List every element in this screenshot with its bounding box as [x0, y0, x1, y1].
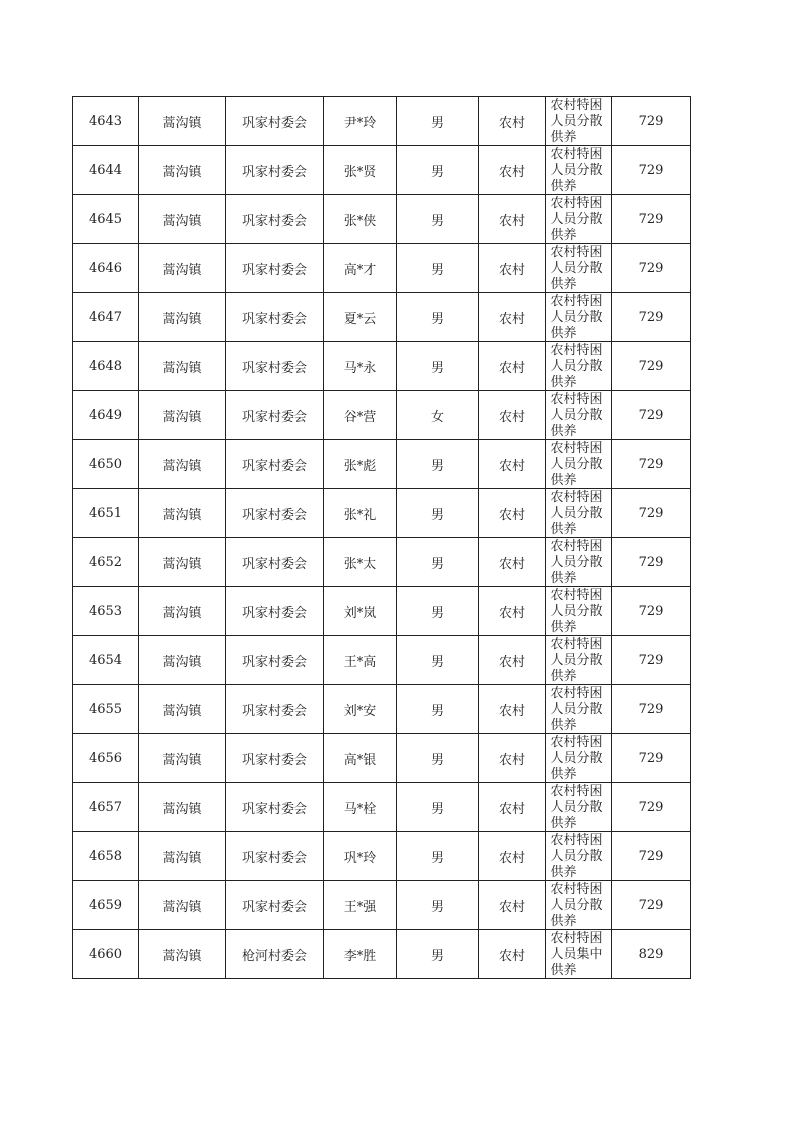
cell-town: 蒿沟镇: [139, 881, 226, 930]
cell-area-type: 农村: [479, 734, 546, 783]
cell-person-name: 马*栓: [324, 783, 397, 832]
cell-person-name: 张*彪: [324, 440, 397, 489]
cell-amount: 729: [612, 489, 691, 538]
cell-area-type: 农村: [479, 97, 546, 146]
cell-amount: 729: [612, 391, 691, 440]
cell-serial-number: 4646: [73, 244, 139, 293]
cell-gender: 男: [397, 636, 479, 685]
cell-area-type: 农村: [479, 538, 546, 587]
cell-village-committee: 巩家村委会: [226, 881, 324, 930]
cell-amount: 829: [612, 930, 691, 979]
cell-area-type: 农村: [479, 391, 546, 440]
table-row: [73, 538, 691, 587]
cell-serial-number: 4644: [73, 146, 139, 195]
cell-person-name: 王*强: [324, 881, 397, 930]
support-category-text: 农村特困人员分散供养: [550, 98, 603, 145]
cell-area-type: 农村: [479, 244, 546, 293]
cell-gender: 男: [397, 342, 479, 391]
cell-support-category: [546, 489, 612, 538]
support-category-text: 农村特困人员分散供养: [550, 784, 603, 831]
support-category-wrapper: [546, 489, 611, 537]
cell-gender: 男: [397, 734, 479, 783]
cell-gender: 男: [397, 930, 479, 979]
table-row: [73, 783, 691, 832]
table-row: [73, 685, 691, 734]
cell-serial-number: 4653: [73, 587, 139, 636]
cell-serial-number: 4650: [73, 440, 139, 489]
cell-gender: 男: [397, 293, 479, 342]
cell-area-type: 农村: [479, 440, 546, 489]
cell-person-name: 王*高: [324, 636, 397, 685]
cell-amount: 729: [612, 244, 691, 293]
table-row: [73, 930, 691, 979]
table-row: [73, 293, 691, 342]
support-category-text: 农村特困人员分散供养: [550, 490, 603, 537]
table-row: [73, 244, 691, 293]
table-row: [73, 734, 691, 783]
cell-gender: 男: [397, 832, 479, 881]
cell-gender: 男: [397, 685, 479, 734]
cell-serial-number: 4648: [73, 342, 139, 391]
cell-area-type: 农村: [479, 195, 546, 244]
cell-town: 蒿沟镇: [139, 146, 226, 195]
cell-village-committee: 巩家村委会: [226, 195, 324, 244]
support-category-wrapper: [546, 881, 611, 929]
cell-amount: 729: [612, 783, 691, 832]
cell-town: 蒿沟镇: [139, 685, 226, 734]
cell-support-category: [546, 587, 612, 636]
cell-village-committee: 枪河村委会: [226, 930, 324, 979]
cell-person-name: 张*贤: [324, 146, 397, 195]
cell-village-committee: 巩家村委会: [226, 440, 324, 489]
support-category-wrapper: [546, 832, 611, 880]
cell-town: 蒿沟镇: [139, 440, 226, 489]
cell-area-type: 农村: [479, 342, 546, 391]
cell-village-committee: 巩家村委会: [226, 734, 324, 783]
cell-area-type: 农村: [479, 832, 546, 881]
cell-serial-number: 4656: [73, 734, 139, 783]
support-category-wrapper: [546, 636, 611, 684]
cell-area-type: 农村: [479, 783, 546, 832]
table-row: [73, 881, 691, 930]
cell-support-category: [546, 636, 612, 685]
support-category-text: 农村特困人员分散供养: [550, 294, 603, 341]
cell-village-committee: 巩家村委会: [226, 391, 324, 440]
cell-support-category: [546, 244, 612, 293]
cell-area-type: 农村: [479, 587, 546, 636]
cell-serial-number: 4643: [73, 97, 139, 146]
support-category-text: 农村特困人员分散供养: [550, 245, 603, 292]
cell-area-type: 农村: [479, 636, 546, 685]
table-row: [73, 146, 691, 195]
support-category-text: 农村特困人员集中供养: [550, 931, 603, 978]
support-category-wrapper: [546, 342, 611, 390]
cell-amount: 729: [612, 146, 691, 195]
table-row: [73, 489, 691, 538]
support-category-text: 农村特困人员分散供养: [550, 147, 603, 194]
table-body: [73, 97, 691, 979]
cell-serial-number: 4645: [73, 195, 139, 244]
cell-support-category: [546, 293, 612, 342]
beneficiary-table: [72, 96, 691, 979]
support-category-text: 农村特困人员分散供养: [550, 686, 603, 733]
cell-village-committee: 巩家村委会: [226, 489, 324, 538]
cell-amount: 729: [612, 881, 691, 930]
cell-village-committee: 巩家村委会: [226, 587, 324, 636]
cell-gender: 男: [397, 244, 479, 293]
cell-amount: 729: [612, 636, 691, 685]
cell-person-name: 张*侠: [324, 195, 397, 244]
cell-support-category: [546, 97, 612, 146]
support-category-wrapper: [546, 97, 611, 145]
support-category-wrapper: [546, 685, 611, 733]
support-category-wrapper: [546, 244, 611, 292]
support-category-text: 农村特困人员分散供养: [550, 343, 603, 390]
cell-serial-number: 4660: [73, 930, 139, 979]
cell-village-committee: 巩家村委会: [226, 685, 324, 734]
table-row: [73, 832, 691, 881]
cell-village-committee: 巩家村委会: [226, 244, 324, 293]
cell-area-type: 农村: [479, 881, 546, 930]
cell-person-name: 巩*玲: [324, 832, 397, 881]
cell-town: 蒿沟镇: [139, 832, 226, 881]
cell-serial-number: 4654: [73, 636, 139, 685]
cell-person-name: 尹*玲: [324, 97, 397, 146]
cell-town: 蒿沟镇: [139, 587, 226, 636]
cell-town: 蒿沟镇: [139, 538, 226, 587]
cell-town: 蒿沟镇: [139, 489, 226, 538]
cell-serial-number: 4647: [73, 293, 139, 342]
table-row: [73, 636, 691, 685]
table-row: [73, 391, 691, 440]
cell-town: 蒿沟镇: [139, 734, 226, 783]
cell-area-type: 农村: [479, 685, 546, 734]
cell-support-category: [546, 832, 612, 881]
cell-person-name: 刘*岚: [324, 587, 397, 636]
cell-serial-number: 4652: [73, 538, 139, 587]
support-category-wrapper: [546, 783, 611, 831]
support-category-wrapper: [546, 538, 611, 586]
cell-town: 蒿沟镇: [139, 391, 226, 440]
cell-amount: 729: [612, 832, 691, 881]
support-category-text: 农村特困人员分散供养: [550, 833, 603, 880]
cell-town: 蒿沟镇: [139, 930, 226, 979]
cell-village-committee: 巩家村委会: [226, 146, 324, 195]
cell-serial-number: 4657: [73, 783, 139, 832]
support-category-text: 农村特困人员分散供养: [550, 882, 603, 929]
cell-serial-number: 4655: [73, 685, 139, 734]
support-category-text: 农村特困人员分散供养: [550, 588, 603, 635]
cell-serial-number: 4658: [73, 832, 139, 881]
cell-support-category: [546, 440, 612, 489]
support-category-wrapper: [546, 734, 611, 782]
support-category-wrapper: [546, 440, 611, 488]
cell-person-name: 李*胜: [324, 930, 397, 979]
cell-person-name: 刘*安: [324, 685, 397, 734]
cell-support-category: [546, 391, 612, 440]
support-category-text: 农村特困人员分散供养: [550, 735, 603, 782]
cell-amount: 729: [612, 587, 691, 636]
cell-town: 蒿沟镇: [139, 636, 226, 685]
support-category-text: 农村特困人员分散供养: [550, 539, 603, 586]
cell-amount: 729: [612, 293, 691, 342]
cell-village-committee: 巩家村委会: [226, 636, 324, 685]
support-category-wrapper: [546, 195, 611, 243]
cell-amount: 729: [612, 734, 691, 783]
cell-support-category: [546, 146, 612, 195]
cell-person-name: 马*永: [324, 342, 397, 391]
cell-person-name: 张*太: [324, 538, 397, 587]
cell-gender: 男: [397, 489, 479, 538]
cell-town: 蒿沟镇: [139, 97, 226, 146]
cell-person-name: 高*银: [324, 734, 397, 783]
cell-support-category: [546, 538, 612, 587]
cell-support-category: [546, 783, 612, 832]
cell-serial-number: 4651: [73, 489, 139, 538]
cell-village-committee: 巩家村委会: [226, 342, 324, 391]
cell-support-category: [546, 342, 612, 391]
cell-gender: 男: [397, 440, 479, 489]
cell-amount: 729: [612, 97, 691, 146]
support-category-wrapper: [546, 293, 611, 341]
cell-support-category: [546, 195, 612, 244]
cell-gender: 男: [397, 587, 479, 636]
cell-village-committee: 巩家村委会: [226, 293, 324, 342]
cell-gender: 男: [397, 97, 479, 146]
cell-amount: 729: [612, 342, 691, 391]
cell-gender: 男: [397, 538, 479, 587]
cell-area-type: 农村: [479, 146, 546, 195]
support-category-wrapper: [546, 587, 611, 635]
table-row: [73, 587, 691, 636]
cell-village-committee: 巩家村委会: [226, 783, 324, 832]
cell-gender: 男: [397, 195, 479, 244]
cell-gender: 男: [397, 881, 479, 930]
table-row: [73, 97, 691, 146]
cell-amount: 729: [612, 195, 691, 244]
cell-village-committee: 巩家村委会: [226, 538, 324, 587]
cell-area-type: 农村: [479, 293, 546, 342]
support-category-wrapper: [546, 391, 611, 439]
cell-area-type: 农村: [479, 930, 546, 979]
cell-person-name: 夏*云: [324, 293, 397, 342]
cell-person-name: 高*才: [324, 244, 397, 293]
support-category-text: 农村特困人员分散供养: [550, 637, 603, 684]
table-row: [73, 440, 691, 489]
cell-amount: 729: [612, 440, 691, 489]
support-category-text: 农村特困人员分散供养: [550, 392, 603, 439]
cell-serial-number: 4659: [73, 881, 139, 930]
cell-support-category: [546, 930, 612, 979]
cell-support-category: [546, 881, 612, 930]
cell-town: 蒿沟镇: [139, 195, 226, 244]
cell-town: 蒿沟镇: [139, 342, 226, 391]
cell-person-name: 谷*营: [324, 391, 397, 440]
cell-support-category: [546, 685, 612, 734]
cell-gender: 男: [397, 783, 479, 832]
cell-gender: 女: [397, 391, 479, 440]
cell-village-committee: 巩家村委会: [226, 832, 324, 881]
table-row: [73, 342, 691, 391]
support-category-wrapper: [546, 930, 611, 978]
cell-village-committee: 巩家村委会: [226, 97, 324, 146]
support-category-wrapper: [546, 146, 611, 194]
cell-town: 蒿沟镇: [139, 244, 226, 293]
cell-town: 蒿沟镇: [139, 783, 226, 832]
cell-serial-number: 4649: [73, 391, 139, 440]
cell-person-name: 张*礼: [324, 489, 397, 538]
support-category-text: 农村特困人员分散供养: [550, 196, 603, 243]
cell-area-type: 农村: [479, 489, 546, 538]
cell-support-category: [546, 734, 612, 783]
support-category-text: 农村特困人员分散供养: [550, 441, 603, 488]
cell-amount: 729: [612, 685, 691, 734]
table-row: [73, 195, 691, 244]
cell-town: 蒿沟镇: [139, 293, 226, 342]
cell-gender: 男: [397, 146, 479, 195]
cell-amount: 729: [612, 538, 691, 587]
